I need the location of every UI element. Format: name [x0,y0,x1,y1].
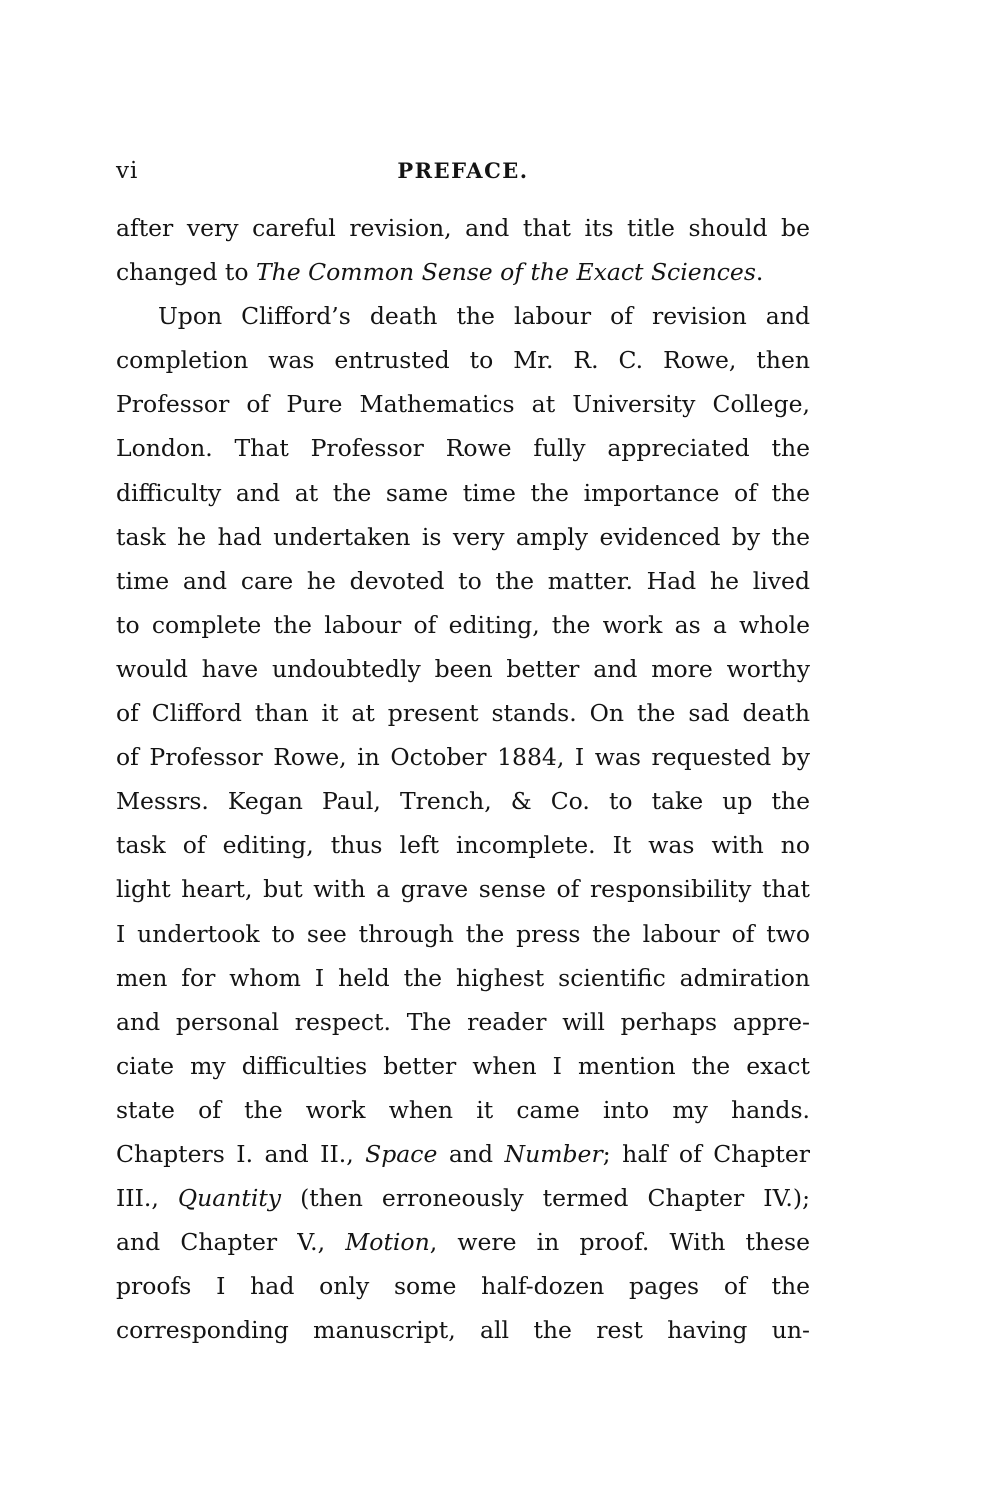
text-line [116,1176,810,1220]
text-line [116,603,810,647]
text-segment: difficulty and at the same time the importance of the [116,478,810,507]
text-segment: and [437,1139,505,1168]
text-segment: time and care he devoted to the matter. Had he lived [116,566,810,595]
text-segment: Upon Clifford’s death the labour of revision and [158,302,810,331]
text-segment: (then erroneously termed Chapter IV.); [281,1184,810,1213]
text-segment: proofs I had only some half-dozen pages of the [116,1272,810,1301]
text-line [116,250,810,294]
text-line [116,426,810,470]
text-line [116,559,810,603]
text-segment: Professor of Pure Mathematics at University College, [116,390,810,419]
text-segment: ; half of Chapter [602,1139,810,1168]
italic-text: Quantity [177,1184,282,1213]
text-line [116,471,810,515]
text-segment: task of editing, thus left incomplete. It was with no [116,831,810,860]
italic-text: Space [365,1139,438,1168]
italic-text: The Common Sense of the Exact Sciences [255,258,756,287]
text-line [116,1000,810,1044]
text-segment: Chapters I. and II., [116,1139,366,1168]
text-segment: London. That Professor Rowe fully appreciated the [116,434,810,463]
text-line [116,382,810,426]
text-line [116,515,810,559]
text-segment: men for whom I held the highest scientific admiration [116,963,810,992]
text-line [116,912,810,956]
body-text [116,206,810,1352]
running-head [116,158,810,190]
italic-text: Number [504,1139,603,1168]
text-line [116,647,810,691]
text-segment: to complete the labour of editing, the work as a whole [116,610,810,639]
text-segment: ciate my difficulties better when I mention the exact [116,1051,810,1080]
text-line [116,867,810,911]
text-line [116,1264,810,1308]
text-segment: would have undoubtedly been better and more worthy [116,654,810,683]
text-line [116,1308,810,1352]
page-number: vi [116,158,139,184]
text-line [116,1220,810,1264]
text-segment: and Chapter V., [116,1228,346,1257]
text-segment: of Clifford than it at present stands. On the sad death [116,699,810,728]
text-line [116,691,810,735]
text-segment: III., [116,1184,178,1213]
text-segment: Messrs. Kegan Paul, Trench, & Co. to take up the [116,787,810,816]
text-segment: of Professor Rowe, in October 1884, I was requested by [116,743,810,772]
text-segment: task he had undertaken is very amply evidenced by the [116,522,810,551]
text-segment: I undertook to see through the press the labour of two [116,919,810,948]
text-line [116,823,810,867]
text-line [116,338,810,382]
text-segment: and personal respect. The reader will perhaps appre- [116,1007,810,1036]
text-line [116,294,810,338]
running-title: PREFACE. [397,158,529,183]
text-line [116,206,810,250]
text-segment: . [755,258,764,287]
text-line [116,1088,810,1132]
text-line [116,779,810,823]
text-segment: completion was entrusted to Mr. R. C. Rowe, then [116,346,810,375]
text-segment: corresponding manuscript, all the rest having un- [116,1316,810,1345]
text-line [116,1132,810,1176]
text-line [116,956,810,1000]
text-line [116,1044,810,1088]
text-segment: changed to [116,258,256,287]
text-line [116,735,810,779]
text-segment: , were in proof. With these [429,1228,810,1257]
text-segment: after very careful revision, and that its title should be [116,214,810,242]
text-segment: state of the work when it came into my hands. [116,1095,810,1124]
italic-text: Motion [345,1228,430,1257]
text-segment: light heart, but with a grave sense of responsibility that [116,875,810,904]
